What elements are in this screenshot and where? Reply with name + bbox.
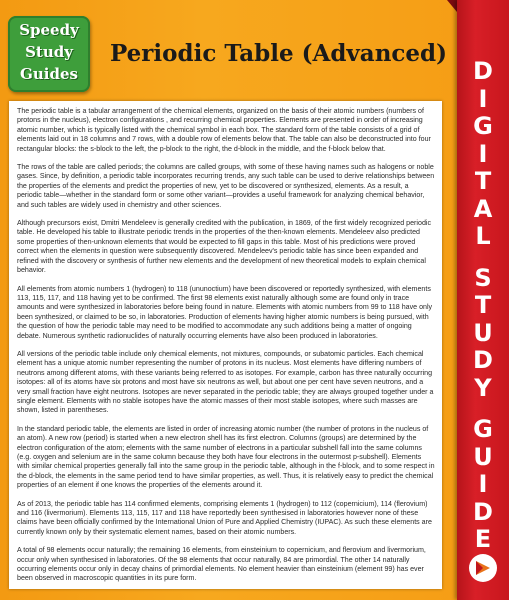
spine-letter: E <box>474 525 492 553</box>
spine-letter: G <box>473 415 493 443</box>
spine-letter: I <box>478 470 488 498</box>
paragraph: All elements from atomic numbers 1 (hydrogen) to 118 (ununoctium) have been discovered or reportedly synthesized, with elements 113, 115, 117, and 118 having yet to be confirmed. The first 98 elements exist naturally although some are found only in trace amounts and were synthesized in laboratories before being found in nature. Elements with atomic numbers from 99 to 118 have only been synthesized, or claimed to be so, in laboratories. Production of elements having higher atomic numbers is being pursued, with the question of how the periodic table may need to be modified to accommodate any such additions being a matter of ongoing debate. Numerous synthetic radionuclides of naturally occurring elements have also been produced in laboratories. <box>17 284 433 340</box>
spine-word-gap <box>457 402 509 416</box>
text-panel <box>9 101 442 589</box>
spine-word-gap <box>457 251 509 265</box>
logo-line-2: Study <box>25 43 73 61</box>
page-title: Periodic Table (Advanced) <box>110 40 448 67</box>
speedy-study-guides-logo <box>8 16 90 92</box>
spine-letter: A <box>473 194 493 223</box>
cover-header <box>0 0 450 95</box>
paragraph: The rows of the table are called periods; the columns are called groups, with some of these having names such as halogens or noble gases. Since, by definition, a periodic table incorporates recurring trends, any such table can be used to derive relationships between the properties of the elements and predict the properties of new, yet to be discovered or synthesized, elements. As a result, a periodic table—whether in the standard form or some other variant—provides a useful framework for analyzing chemical behavior, and such tables are widely used in chemistry and other sciences. <box>17 163 435 209</box>
spine-letter: U <box>473 318 493 347</box>
spine-letter: I <box>478 139 488 168</box>
spine-letter: S <box>474 263 492 292</box>
spine-letter: G <box>473 112 493 140</box>
text-body <box>9 101 442 584</box>
spine-text <box>457 58 509 554</box>
paragraph: In the standard periodic table, the elements are listed in order of increasing atomic number (the number of protons in the nucleus of an atom). A new row (period) is started when a new electron shell has its first electron. Columns (groups) are determined by the electron configuration of the atom; elements with the same number of electrons in a particular subshell fall into the same columns (e.g. oxygen and selenium are in the same column because they both have four electrons in the outermost p-subshell). Elements with similar chemical properties generally fall into the same group in the periodic table, although in the f-block, and to some respect in the d-block, the elements in the same period tend to have similar properties, as well. Thus, it is relatively easy to predict the chemical properties of an element if one knows the properties of the elements around it. <box>17 424 435 490</box>
paragraph: Although precursors exist, Dmitri Mendeleev is generally credited with the publication, in 1869, of the first widely recognized periodic table. He developed his table to illustrate periodic trends in the properties of the then-known elements. Mendeleev also predicted some properties of then-unknown elements that would be expected to fill gaps in this table. Most of his predictions were proved correct when the elements in question were subsequently discovered. Mendeleev's periodic table has since been expanded and refined with the discovery or synthesis of further new elements and the development of new theoretical models to explain chemical behavior. <box>17 219 432 275</box>
spine-letter: T <box>474 291 492 319</box>
spine-letter: L <box>475 222 491 250</box>
play-book-icon <box>469 554 497 582</box>
play-book-glyph <box>474 560 492 576</box>
logo-line-1: Speedy <box>19 21 79 39</box>
paragraph: All versions of the periodic table include only chemical elements, not mixtures, compounds, or subatomic particles. Each chemical element has a unique atomic number representing the number of protons in its nucleus. Most elements have differing numbers of neutrons among different atoms, with these variants being referred to as isotopes. For example, carbon has three naturally occurring isotopes: all of its atoms have six protons and most have six neutrons as well, but about one per cent have seven neutrons, and a very small fraction have eight neutrons. Isotopes are never separated in the periodic table; they are always grouped together under a single element. Elements with no stable isotopes have the atomic masses of their most stable isotopes, where such masses are shown, listed in parentheses. <box>17 349 434 415</box>
spine-letter: Y <box>474 373 492 402</box>
ribbon-fold <box>447 0 457 12</box>
paragraph: The periodic table is a tabular arrangement of the chemical elements, organized on the basis of their atomic numbers (numbers of protons in the nucleus), electron configurations , and recurring chemical properties. Elements are presented in order of increasing atomic number, which is typically listed with the chemical symbol in each box. The standard form of the table consists of a grid of elements laid out in 18 columns and 7 rows, with a double row of elements below that. The table can also be deconstructed into four rectangular blocks: the s-block to the left, the p-block to the right, the d-block in the middle, and the f-block below that. <box>17 107 431 153</box>
paragraph: As of 2013, the periodic table has 114 confirmed elements, comprising elements 1 (hydrogen) to 112 (copernicium), 114 (flerovium) and 116 (livermorium). Elements 113, 115, 117 and 118 have reportedly been synthesised in laboratories however none of these claims have been officially confirmed by the International Union of Pure and Applied Chemistry (IUPAC). As such these elements are currently known only by their systematic element names, based on their atomic numbers. <box>17 499 432 536</box>
spine-letter: D <box>473 346 493 374</box>
paragraph: A total of 98 elements occur naturally; the remaining 16 elements, from einsteinium to copernicium, and flerovium and livermorium, occur only when synthesised in laboratories. Of the 98 elements that occur naturally, 84 are primordial. The other 14 naturally occurring elements occur only in decay chains of primordial elements. No element heavier than einsteinium (element 99) has ever been observed in macroscopic quantities in its pure form. <box>17 546 426 583</box>
digital-study-guide-spine <box>457 0 509 600</box>
spine-letter: D <box>473 497 493 526</box>
spine-letter: T <box>474 167 492 195</box>
spine-letter: U <box>473 442 493 471</box>
spine-letter: D <box>473 57 493 85</box>
spine-letter: I <box>478 84 488 113</box>
logo-line-3: Guides <box>20 65 78 83</box>
